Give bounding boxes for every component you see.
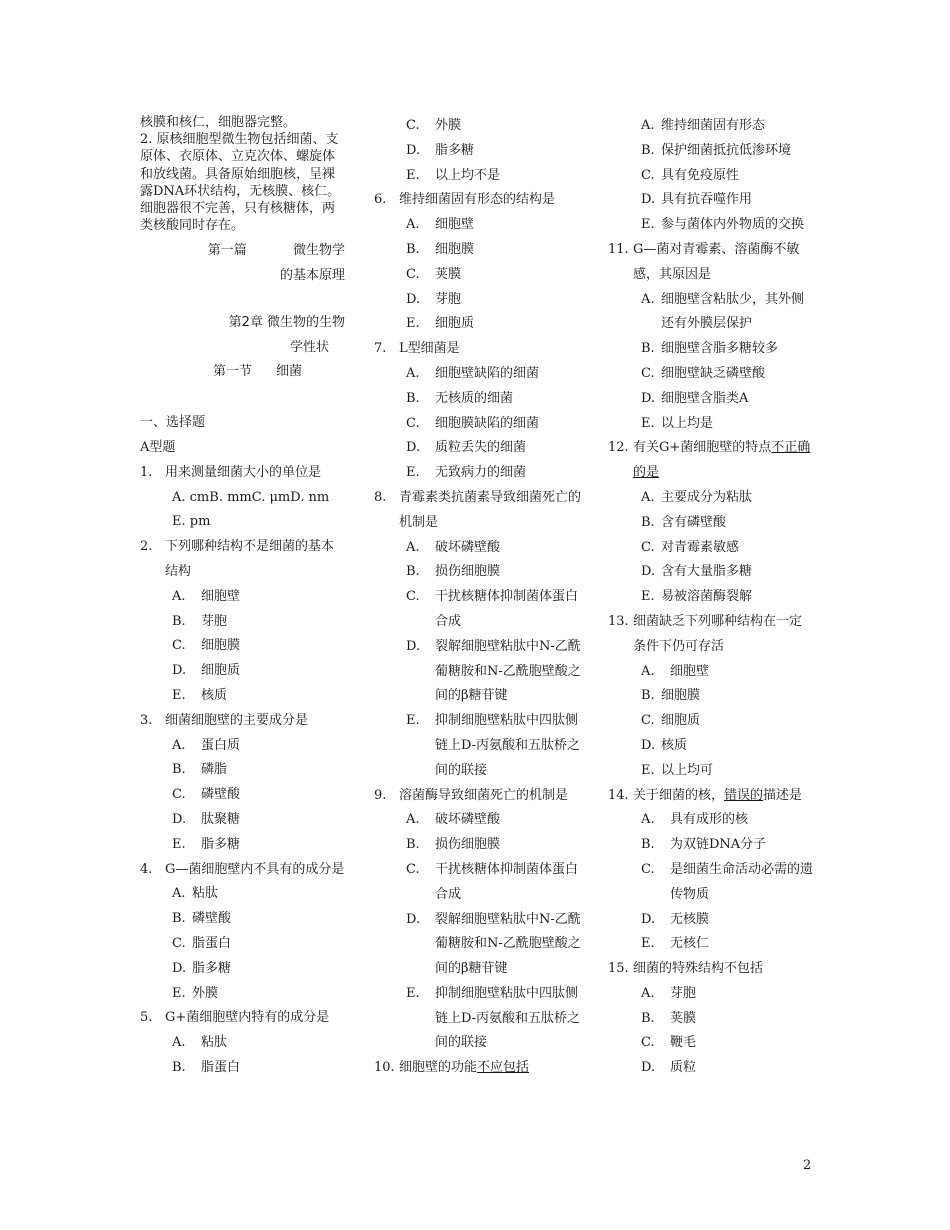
option-e: [374, 312, 586, 337]
option-letter: E.: [406, 167, 420, 183]
option-letter: A.: [406, 539, 420, 555]
option-text: 细胞壁: [435, 217, 475, 233]
option-letter: A.: [406, 217, 420, 233]
option-e: [608, 412, 814, 437]
option-letter: C.: [406, 118, 420, 133]
option-text: 是细菌生命活动必需的遗传物质: [670, 861, 814, 902]
question-4: 4. G—菌细胞壁内不具有的成分是: [140, 861, 345, 877]
option-text: 细胞质: [201, 663, 241, 679]
question-10: 10. 细胞壁的功能不应包括: [374, 1060, 530, 1076]
option-letter: E.: [641, 217, 655, 233]
option-text: 芽胞: [201, 613, 228, 629]
option-b: [608, 511, 814, 536]
option-letter: D.: [406, 142, 421, 158]
option-letter: E.: [172, 687, 186, 703]
option-b: [140, 1056, 345, 1081]
option-text: 细胞膜缺陷的细菌: [435, 415, 540, 431]
section-heading: [140, 360, 345, 385]
option-text: 脂多糖: [435, 142, 475, 158]
option-c: [140, 634, 345, 659]
question-6-options: [374, 213, 586, 337]
option-text: 荚膜: [435, 266, 462, 282]
part-heading: [140, 238, 345, 263]
intro-line-2: 2. 原核细胞型微生物包括细菌、支原体、衣原体、立克次体、螺旋体和放线菌。具备原始细胞核，呈裸露DNA环状结构，无核膜、核仁。细胞器很不完善，只有核糖体，两类核酸同时存在。: [140, 132, 341, 234]
option-text: 为双链DNA分子: [670, 837, 767, 853]
option-letter: D.: [406, 638, 421, 654]
option-letter: D.: [641, 564, 656, 580]
option-letter: D.: [641, 1060, 656, 1076]
option-letter: B.: [641, 142, 655, 158]
question-12: 12. 有关G+菌细胞壁的特点不正确的是: [608, 440, 811, 481]
question-3: 3. 细菌细胞壁的主要成分是: [140, 712, 309, 728]
underlined-text: 不正确的是: [633, 440, 811, 481]
option-c: [140, 783, 345, 808]
question-2-options: [140, 585, 345, 709]
intro-text: [140, 114, 345, 234]
option-e: [140, 684, 345, 709]
section-label: 第一节: [212, 364, 252, 380]
option-text: 无核膜: [670, 911, 710, 927]
question-6: 6. 维持细菌固有形态的结构是: [374, 192, 556, 208]
option-letter: A.: [172, 737, 186, 753]
option-text: 细胞膜: [435, 241, 475, 257]
option-letter: E.: [406, 713, 420, 729]
option-text: 细胞壁: [670, 663, 710, 679]
option-text: 裂解细胞壁粘肽中N-乙酰葡糖胺和N-乙酰胞壁酸之间的β糖苷键: [435, 911, 581, 977]
option-text: 肽聚糖: [201, 811, 241, 827]
part-label: 第一篇: [207, 243, 247, 259]
question-11: 11. G—菌对青霉素、溶菌酶不敏感，其原因是: [608, 241, 800, 282]
option-c: [608, 536, 814, 561]
option-b: [608, 337, 814, 362]
option-d: [608, 188, 814, 213]
question-1-options: A. cmB. mmC. μmD. nm: [172, 489, 330, 505]
option-letter: B.: [406, 564, 420, 580]
option-text: 损伤细胞膜: [435, 837, 501, 853]
option-text: 细胞壁缺陷的细菌: [435, 365, 540, 381]
chapter-line-2: 学性状: [289, 340, 329, 356]
part-title-b: 的基本原理: [279, 268, 345, 284]
option-letter: B.: [641, 1010, 655, 1026]
option-letter: C.: [406, 589, 420, 605]
option-text: 细胞壁: [201, 588, 241, 604]
option-letter: B.: [172, 911, 186, 927]
option-b: [140, 610, 345, 635]
option-letter: D.: [641, 192, 656, 208]
option-letter: D.: [406, 291, 421, 307]
option-a: [608, 486, 814, 511]
column-1: [140, 114, 345, 1081]
option-text: 芽胞: [670, 985, 697, 1001]
option-letter: E.: [641, 415, 655, 431]
question-12-options: [608, 486, 814, 610]
option-letter: C.: [406, 861, 420, 877]
question-type: 一、选择题: [140, 415, 206, 431]
option-text: 脂多糖: [201, 836, 241, 852]
option-d: [374, 436, 586, 461]
option-letter: E.: [172, 836, 186, 852]
option-letter: C.: [641, 713, 655, 729]
option-d: [608, 908, 814, 933]
option-a: [140, 734, 345, 759]
question-8-options: [374, 536, 586, 784]
option-text: 细胞壁缺乏磷壁酸: [661, 365, 766, 381]
question-13: 13. 细菌缺乏下列哪种结构在一定条件下仍可存活: [608, 613, 803, 654]
option-text: 细胞膜: [201, 638, 241, 654]
question-13-options: [608, 660, 814, 784]
sub-type: A型题: [140, 440, 176, 456]
option-text: 破坏磷壁酸: [435, 539, 501, 555]
option-c: [140, 932, 345, 957]
option-d: [608, 1056, 814, 1081]
option-d: [140, 957, 345, 982]
option-e: [374, 461, 586, 486]
question-2: 2. 下列哪种结构不是细菌的基本结构: [140, 539, 335, 579]
option-d: [140, 659, 345, 684]
option-b: [608, 833, 814, 858]
question-5: 5. G+菌细胞壁内特有的成分是: [140, 1010, 330, 1026]
option-letter: C.: [406, 415, 420, 431]
option-b: [140, 907, 345, 932]
option-text: 保护细菌抵抗低渗环境: [661, 142, 792, 158]
option-letter: E.: [406, 316, 420, 332]
option-text: 核质: [661, 737, 688, 753]
question-4-options: [140, 882, 345, 1006]
option-letter: A.: [641, 489, 655, 505]
question-15-options: [608, 982, 814, 1081]
option-d: [608, 734, 814, 759]
question-14: 14. 关于细菌的核，错误的描述是: [608, 787, 803, 803]
option-d: [374, 908, 586, 982]
option-text: 抑制细胞壁粘肽中四肽侧链上D-丙氨酸和五肽桥之间的联接: [435, 985, 581, 1051]
option-a: [374, 213, 586, 238]
option-text: 干扰核糖体抑制菌体蛋白合成: [435, 861, 579, 902]
question-5-options-cont: [374, 114, 586, 188]
option-c: [374, 585, 586, 635]
option-text: 细胞质: [435, 316, 475, 332]
column-3: [608, 114, 814, 1081]
option-text: 维持细菌固有形态: [661, 118, 766, 133]
question-1-options-2: E. pm: [172, 514, 211, 530]
question-15: 15. 细菌的特殊结构不包括: [608, 961, 764, 977]
option-letter: B.: [172, 613, 186, 629]
option-e: [608, 759, 814, 784]
option-letter: A.: [406, 812, 420, 828]
option-text: 以上均是: [661, 415, 714, 431]
option-letter: A.: [406, 365, 420, 381]
option-text: 裂解细胞壁粘肽中N-乙酰葡糖胺和N-乙酰胞壁酸之间的β糖苷键: [435, 638, 581, 704]
option-letter: B.: [641, 688, 655, 704]
option-c: [608, 362, 814, 387]
option-text: 无核仁: [670, 936, 710, 952]
option-a: [608, 982, 814, 1007]
option-letter: A.: [641, 812, 655, 828]
option-letter: D.: [406, 911, 421, 927]
option-letter: C.: [641, 167, 655, 183]
option-letter: C.: [172, 935, 186, 951]
option-e: [140, 833, 345, 858]
option-text: 核质: [201, 687, 228, 703]
option-letter: D.: [172, 811, 187, 827]
chapter-heading: [140, 310, 345, 335]
option-text: 芽胞: [435, 291, 462, 307]
option-d: [374, 288, 586, 313]
question-5-options: [140, 1031, 345, 1081]
option-text: 无致病力的细菌: [435, 465, 527, 481]
option-text: 细胞壁含脂类A: [661, 390, 749, 406]
option-letter: A.: [172, 886, 186, 902]
option-c: [374, 858, 586, 908]
option-a: [140, 1031, 345, 1056]
option-c: [374, 263, 586, 288]
option-letter: C.: [406, 266, 420, 282]
option-letter: B.: [406, 390, 420, 406]
question-3-options: [140, 734, 345, 858]
option-c: [608, 709, 814, 734]
option-text: 磷壁酸: [201, 787, 241, 803]
underlined-text: 错误的: [724, 787, 764, 803]
option-letter: E.: [641, 762, 655, 778]
option-e: [374, 982, 586, 1056]
question-11-options: [608, 288, 814, 437]
option-e: [608, 932, 814, 957]
question-9-options: [374, 808, 586, 1056]
option-letter: D.: [172, 960, 187, 976]
option-letter: D.: [172, 663, 187, 679]
option-letter: C.: [641, 539, 655, 555]
option-c: [608, 1031, 814, 1056]
option-letter: C.: [641, 365, 655, 381]
option-a: [140, 882, 345, 907]
option-text: 蛋白质: [201, 737, 241, 753]
option-letter: D.: [406, 440, 421, 456]
option-d: [140, 808, 345, 833]
option-c: [608, 858, 814, 908]
option-text: 含有磷壁酸: [661, 514, 727, 530]
option-text: 以上均不是: [435, 167, 501, 183]
option-e: [140, 982, 345, 1007]
option-text: 质粒丢失的细菌: [435, 440, 527, 456]
option-letter: D.: [641, 911, 656, 927]
option-text: 参与菌体内外物质的交换: [661, 217, 805, 233]
option-text: 主要成分为粘肽: [661, 489, 753, 505]
option-text: 脂蛋白: [192, 935, 232, 951]
option-e: [608, 213, 814, 238]
section-title: 细菌: [276, 364, 303, 380]
option-e: [374, 709, 586, 783]
option-b: [608, 1007, 814, 1032]
option-letter: C.: [172, 787, 186, 803]
option-text: 抑制细胞壁粘肽中四肽侧链上D-丙氨酸和五肽桥之间的联接: [435, 713, 581, 778]
option-letter: B.: [641, 837, 655, 853]
option-e: [374, 164, 586, 189]
underlined-text: 不应包括: [477, 1060, 530, 1076]
option-letter: E.: [641, 589, 655, 605]
option-text: 含有大量脂多糖: [661, 564, 753, 580]
option-c: [374, 114, 586, 139]
question-10-options: [608, 114, 814, 238]
option-d: [608, 387, 814, 412]
option-text: 无核质的细菌: [435, 390, 514, 406]
option-text: 细胞壁含脂多糖较多: [661, 341, 779, 357]
option-letter: B.: [172, 1059, 186, 1075]
option-text: 粘肽: [192, 886, 219, 902]
option-b: [374, 387, 586, 412]
question-7: 7. L型细菌是: [374, 341, 460, 357]
chapter-heading-2: [140, 335, 345, 360]
option-text: 脂蛋白: [201, 1059, 241, 1075]
option-c: [374, 412, 586, 437]
chapter-line-1: 第2章 微生物的生物: [228, 315, 345, 331]
option-b: [374, 833, 586, 858]
question-8: 8. 青霉素类抗菌素导致细菌死亡的机制是: [374, 489, 582, 530]
option-letter: A.: [641, 118, 655, 133]
option-text: 细胞膜: [661, 688, 701, 704]
option-letter: A.: [172, 1035, 186, 1051]
option-a: [608, 114, 814, 139]
option-text: 磷壁酸: [192, 911, 232, 927]
option-letter: D.: [641, 390, 656, 406]
question-7-options: [374, 362, 586, 486]
option-text: 外膜: [435, 118, 462, 133]
option-letter: A.: [641, 985, 655, 1001]
option-text: 损伤细胞膜: [435, 564, 501, 580]
option-a: [608, 288, 814, 338]
option-letter: E.: [172, 985, 186, 1001]
option-letter: E.: [641, 936, 655, 952]
option-text: 对青霉素敏感: [661, 539, 740, 555]
option-letter: E.: [406, 985, 420, 1001]
option-text: 磷脂: [201, 762, 228, 778]
option-letter: B.: [406, 241, 420, 257]
option-text: 具有成形的核: [670, 812, 749, 828]
option-a: [374, 536, 586, 561]
option-letter: A.: [641, 291, 655, 307]
option-letter: B.: [641, 341, 655, 357]
option-a: [608, 808, 814, 833]
option-text: 具有抗吞噬作用: [661, 192, 753, 208]
option-text: 具有免疫原性: [661, 167, 740, 183]
option-letter: A.: [172, 588, 186, 604]
option-b: [140, 758, 345, 783]
option-letter: B.: [641, 514, 655, 530]
option-d: [374, 139, 586, 164]
option-text: 干扰核糖体抑制菌体蛋白合成: [435, 589, 579, 629]
option-a: [374, 362, 586, 387]
option-text: 细胞壁含粘肽少，其外侧还有外膜层保护: [661, 291, 805, 332]
option-text: 外膜: [192, 985, 219, 1001]
option-letter: C.: [641, 1035, 655, 1051]
option-letter: B.: [406, 837, 420, 853]
option-text: 细胞质: [661, 713, 701, 729]
option-text: 鞭毛: [670, 1035, 697, 1051]
option-text: 荚膜: [670, 1010, 697, 1026]
option-b: [374, 560, 586, 585]
column-2: [374, 114, 586, 1081]
option-a: [374, 808, 586, 833]
option-c: [608, 164, 814, 189]
intro-line-1: 核膜和核仁，细胞器完整。: [140, 115, 297, 130]
option-text: 破坏磷壁酸: [435, 812, 501, 828]
option-letter: C.: [172, 638, 186, 654]
page-number: 2: [803, 1158, 812, 1173]
option-text: 粘肽: [201, 1035, 228, 1051]
option-text: 脂多糖: [192, 960, 232, 976]
option-a: [140, 585, 345, 610]
option-e: [608, 585, 814, 610]
option-text: 易被溶菌酶裂解: [661, 589, 753, 605]
option-b: [374, 238, 586, 263]
option-b: [608, 684, 814, 709]
question-14-options: [608, 808, 814, 957]
question-9: 9. 溶菌酶导致细菌死亡的机制是: [374, 787, 569, 803]
option-text: 以上均可: [661, 762, 714, 778]
option-a: [608, 660, 814, 685]
part-title-a: 微生物学: [292, 243, 345, 259]
option-text: 质粒: [670, 1060, 697, 1076]
option-letter: D.: [641, 737, 656, 753]
option-d: [608, 560, 814, 585]
option-letter: E.: [406, 465, 420, 481]
option-letter: B.: [172, 762, 186, 778]
part-heading-2: [140, 263, 345, 288]
question-1: 1. 用来测量细菌大小的单位是: [140, 464, 322, 480]
option-letter: C.: [641, 861, 655, 877]
option-b: [608, 139, 814, 164]
option-d: [374, 635, 586, 709]
option-letter: A.: [641, 663, 655, 679]
